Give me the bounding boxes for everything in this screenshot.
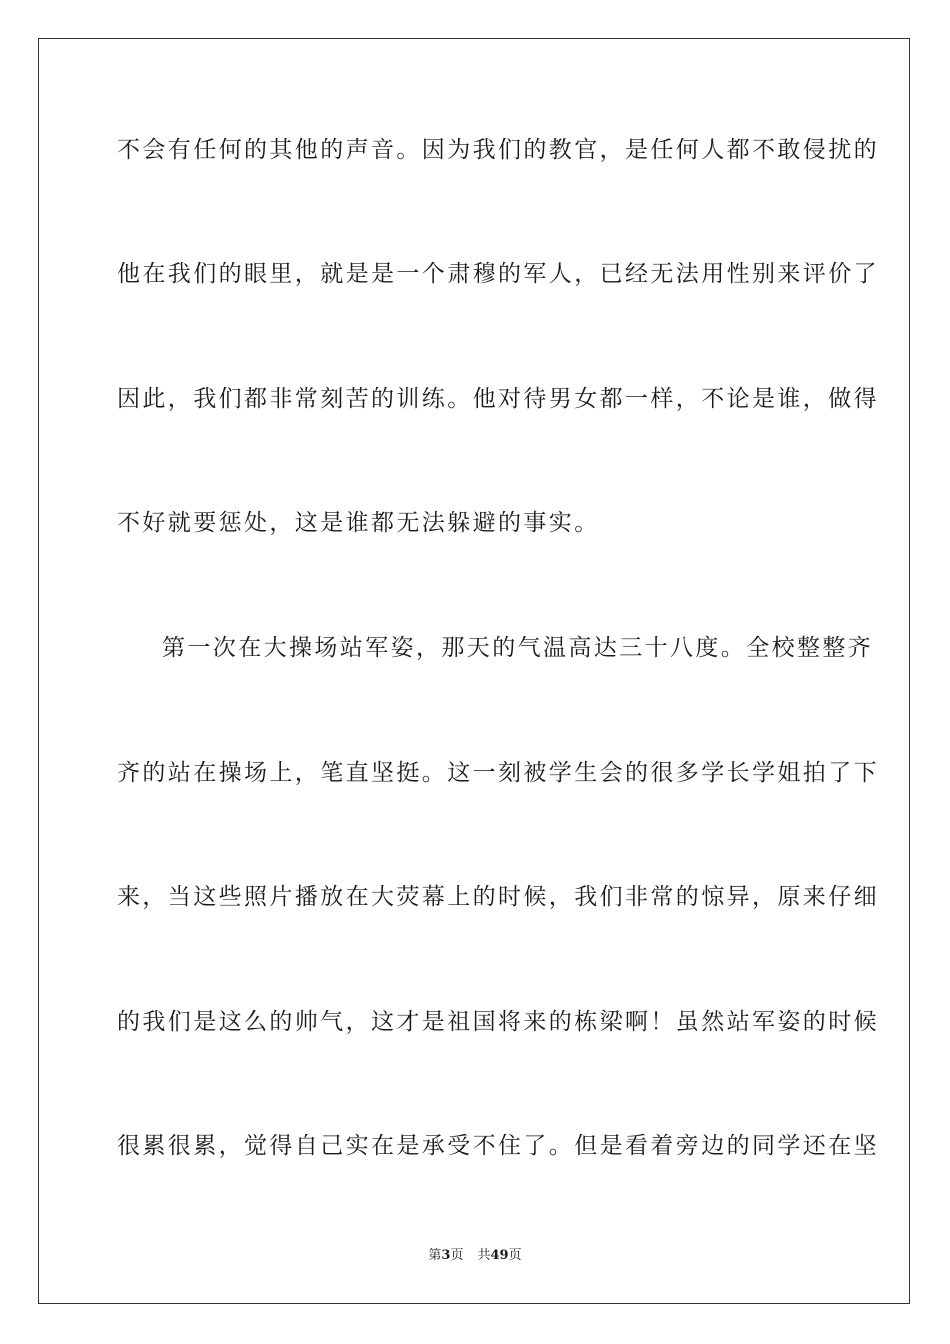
page-prefix: 第: [428, 1248, 442, 1263]
text-line: 的我们是这么的帅气，这才是祖国将来的栋梁啊！虽然站军姿的时候: [117, 1009, 879, 1035]
text-line: 他在我们的眼里，就是是一个肃穆的军人，已经无法用性别来评价了: [117, 261, 879, 287]
text-line: 齐的站在操场上，笔直坚挺。这一刻被学生会的很多学长学姐拍了下: [117, 760, 879, 786]
total-suffix: 页: [508, 1248, 522, 1263]
page-border: [38, 38, 910, 1304]
paragraph-first-line: 第一次在大操场站军姿，那天的气温高达三十八度。全校整整齐: [162, 635, 874, 661]
text-line: 来，当这些照片播放在大荧幕上的时候，我们非常的惊异，原来仔细: [117, 884, 879, 910]
page-number: 3: [441, 1248, 451, 1263]
text-line: 不好就要惩处，这是谁都无法躲避的事实。: [117, 510, 600, 536]
text-line: 很累很累，觉得自己实在是承受不住了。但是看着旁边的同学还在坚: [117, 1133, 879, 1159]
page-footer: [0, 1248, 950, 1264]
total-pages: 49: [490, 1248, 509, 1263]
text-line: 不会有任何的其他的声音。因为我们的教官，是任何人都不敢侵扰的: [117, 137, 879, 163]
total-prefix: 共: [477, 1248, 491, 1263]
page-suffix: 页: [450, 1248, 464, 1263]
text-line: 因此，我们都非常刻苦的训练。他对待男女都一样，不论是谁，做得: [117, 386, 879, 412]
